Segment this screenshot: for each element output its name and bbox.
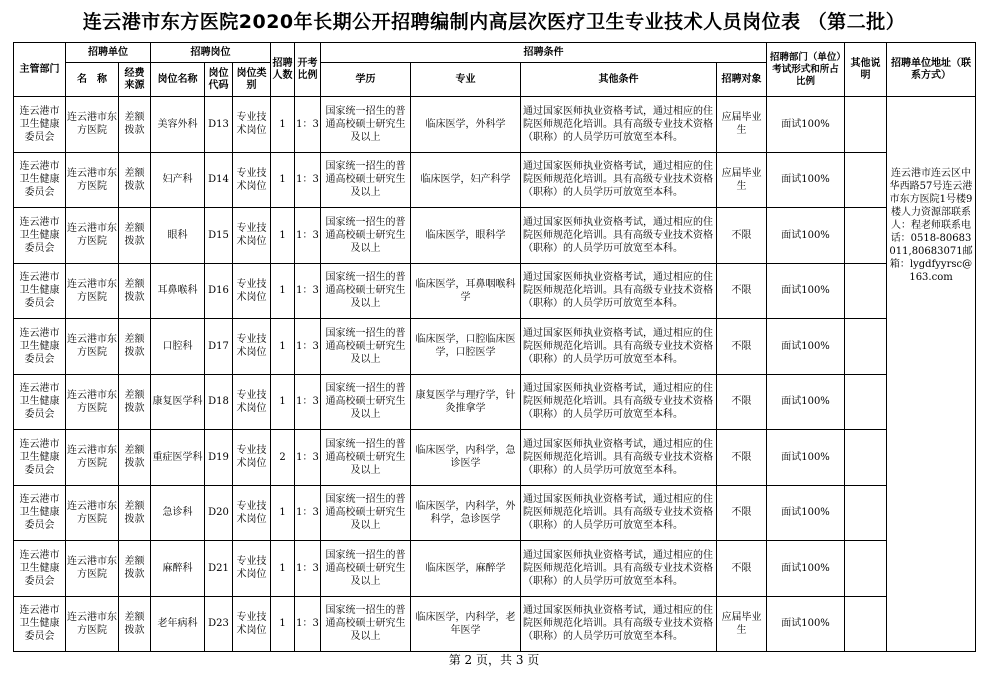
cell-contact: 连云港市连云区中华西路57号连云港市东方医院1号楼9楼人力资源部联系人：程老师联系电话：0518-80683011,80683071邮箱：lygdfyyrsc@163.com	[887, 97, 976, 652]
cell-post: 重症医学科	[151, 430, 205, 486]
cell-post: 口腔科	[151, 319, 205, 375]
cell-post: 美容外科	[151, 97, 205, 153]
cell-code: D15	[205, 208, 233, 264]
table-row	[14, 152, 976, 208]
cell-education: 国家统一招生的普通高校硕士研究生及以上	[321, 263, 411, 319]
cell-ratio: 1：3	[295, 97, 321, 153]
cell-count: 1	[271, 152, 295, 208]
cell-exam: 面试100%	[767, 596, 845, 652]
cell-unit: 连云港市东方医院	[66, 97, 119, 153]
cell-target: 应届毕业生	[717, 596, 767, 652]
cell-other: 通过国家医师执业资格考试，通过相应的住院医师规范化培训。具有高级专业技术资格（职称）的人员学历可放宽至本科。	[521, 485, 717, 541]
cell-type: 专业技术岗位	[233, 430, 271, 486]
header-education: 学历	[321, 63, 411, 97]
cell-exam: 面试100%	[767, 208, 845, 264]
cell-funding: 差额拨款	[119, 263, 151, 319]
cell-post: 妇产科	[151, 152, 205, 208]
header-other-cond: 其他条件	[521, 63, 717, 97]
cell-count: 1	[271, 263, 295, 319]
table-row	[14, 374, 976, 430]
table-row	[14, 208, 976, 264]
cell-funding: 差额拨款	[119, 374, 151, 430]
header-count: 招聘人数	[271, 43, 295, 97]
cell-funding: 差额拨款	[119, 430, 151, 486]
cell-code: D14	[205, 152, 233, 208]
cell-type: 专业技术岗位	[233, 97, 271, 153]
header-address: 招聘单位地址（联系方式）	[887, 43, 976, 97]
cell-major: 临床医学，内科学，急诊医学	[411, 430, 521, 486]
cell-unit: 连云港市东方医院	[66, 374, 119, 430]
cell-other: 通过国家医师执业资格考试，通过相应的住院医师规范化培训。具有高级专业技术资格（职称）的人员学历可放宽至本科。	[521, 152, 717, 208]
cell-code: D18	[205, 374, 233, 430]
header-post-type: 岗位类别	[233, 63, 271, 97]
header-post-code: 岗位代码	[205, 63, 233, 97]
cell-ratio: 1：3	[295, 152, 321, 208]
page-title: 连云港市东方医院2020年长期公开招聘编制内高层次医疗卫生专业技术人员岗位表 （第二批）	[82, 11, 906, 33]
cell-code: D16	[205, 263, 233, 319]
cell-education: 国家统一招生的普通高校硕士研究生及以上	[321, 97, 411, 153]
cell-post: 眼科	[151, 208, 205, 264]
cell-count: 1	[271, 208, 295, 264]
cell-dept: 连云港市卫生健康委员会	[14, 485, 66, 541]
cell-count: 1	[271, 596, 295, 652]
cell-exam: 面试100%	[767, 541, 845, 597]
cell-education: 国家统一招生的普通高校硕士研究生及以上	[321, 319, 411, 375]
cell-target: 不限	[717, 208, 767, 264]
cell-target: 应届毕业生	[717, 152, 767, 208]
header-dept: 主管部门	[14, 43, 66, 97]
cell-other: 通过国家医师执业资格考试，通过相应的住院医师规范化培训。具有高级专业技术资格（职称）的人员学历可放宽至本科。	[521, 208, 717, 264]
cell-target: 不限	[717, 485, 767, 541]
header-ratio: 开考比例	[295, 43, 321, 97]
cell-ratio: 1：3	[295, 319, 321, 375]
cell-major: 临床医学，眼科学	[411, 208, 521, 264]
cell-remarks	[845, 596, 887, 652]
cell-ratio: 1：3	[295, 541, 321, 597]
cell-ratio: 1：3	[295, 485, 321, 541]
cell-remarks	[845, 97, 887, 153]
cell-unit: 连云港市东方医院	[66, 596, 119, 652]
cell-code: D19	[205, 430, 233, 486]
cell-funding: 差额拨款	[119, 541, 151, 597]
cell-exam: 面试100%	[767, 263, 845, 319]
table-row	[14, 485, 976, 541]
cell-dept: 连云港市卫生健康委员会	[14, 374, 66, 430]
cell-target: 不限	[717, 319, 767, 375]
cell-type: 专业技术岗位	[233, 541, 271, 597]
cell-unit: 连云港市东方医院	[66, 319, 119, 375]
cell-other: 通过国家医师执业资格考试，通过相应的住院医师规范化培训。具有高级专业技术资格（职称）的人员学历可放宽至本科。	[521, 374, 717, 430]
cell-target: 不限	[717, 541, 767, 597]
header-post-group: 招聘岗位	[151, 43, 271, 63]
cell-remarks	[845, 374, 887, 430]
cell-code: D21	[205, 541, 233, 597]
cell-education: 国家统一招生的普通高校硕士研究生及以上	[321, 374, 411, 430]
cell-dept: 连云港市卫生健康委员会	[14, 430, 66, 486]
cell-count: 1	[271, 374, 295, 430]
cell-count: 2	[271, 430, 295, 486]
cell-major: 临床医学，耳鼻咽喉科学	[411, 263, 521, 319]
cell-ratio: 1：3	[295, 208, 321, 264]
cell-type: 专业技术岗位	[233, 374, 271, 430]
header-unit-group: 招聘单位	[66, 43, 151, 63]
cell-type: 专业技术岗位	[233, 263, 271, 319]
cell-major: 临床医学，外科学	[411, 97, 521, 153]
cell-remarks	[845, 430, 887, 486]
cell-post: 耳鼻喉科	[151, 263, 205, 319]
cell-remarks	[845, 319, 887, 375]
cell-other: 通过国家医师执业资格考试，通过相应的住院医师规范化培训。具有高级专业技术资格（职称）的人员学历可放宽至本科。	[521, 319, 717, 375]
cell-dept: 连云港市卫生健康委员会	[14, 97, 66, 153]
cell-dept: 连云港市卫生健康委员会	[14, 319, 66, 375]
cell-education: 国家统一招生的普通高校硕士研究生及以上	[321, 541, 411, 597]
header-target: 招聘对象	[717, 63, 767, 97]
table-row	[14, 596, 976, 652]
cell-remarks	[845, 152, 887, 208]
table-row	[14, 541, 976, 597]
cell-ratio: 1：3	[295, 596, 321, 652]
cell-exam: 面试100%	[767, 97, 845, 153]
cell-post: 麻醉科	[151, 541, 205, 597]
cell-funding: 差额拨款	[119, 596, 151, 652]
cell-funding: 差额拨款	[119, 97, 151, 153]
cell-exam: 面试100%	[767, 152, 845, 208]
cell-target: 应届毕业生	[717, 97, 767, 153]
cell-unit: 连云港市东方医院	[66, 430, 119, 486]
cell-code: D23	[205, 596, 233, 652]
cell-ratio: 1：3	[295, 430, 321, 486]
header-remarks: 其他说明	[845, 43, 887, 97]
cell-type: 专业技术岗位	[233, 208, 271, 264]
cell-count: 1	[271, 541, 295, 597]
header-cond-group: 招聘条件	[321, 43, 767, 63]
header-post-name: 岗位名称	[151, 63, 205, 97]
cell-exam: 面试100%	[767, 430, 845, 486]
cell-unit: 连云港市东方医院	[66, 485, 119, 541]
table-row	[14, 430, 976, 486]
header-funding: 经费来源	[119, 63, 151, 97]
cell-remarks	[845, 541, 887, 597]
cell-exam: 面试100%	[767, 319, 845, 375]
cell-unit: 连云港市东方医院	[66, 208, 119, 264]
cell-count: 1	[271, 97, 295, 153]
cell-education: 国家统一招生的普通高校硕士研究生及以上	[321, 485, 411, 541]
cell-education: 国家统一招生的普通高校硕士研究生及以上	[321, 208, 411, 264]
cell-funding: 差额拨款	[119, 485, 151, 541]
cell-dept: 连云港市卫生健康委员会	[14, 596, 66, 652]
cell-target: 不限	[717, 430, 767, 486]
cell-dept: 连云港市卫生健康委员会	[14, 152, 66, 208]
cell-major: 临床医学，麻醉学	[411, 541, 521, 597]
cell-remarks	[845, 485, 887, 541]
cell-ratio: 1：3	[295, 263, 321, 319]
page-footer: 第 2 页，共 3 页	[448, 653, 540, 667]
cell-count: 1	[271, 319, 295, 375]
cell-type: 专业技术岗位	[233, 596, 271, 652]
cell-ratio: 1：3	[295, 374, 321, 430]
cell-type: 专业技术岗位	[233, 152, 271, 208]
cell-dept: 连云港市卫生健康委员会	[14, 263, 66, 319]
cell-funding: 差额拨款	[119, 152, 151, 208]
cell-type: 专业技术岗位	[233, 319, 271, 375]
cell-other: 通过国家医师执业资格考试，通过相应的住院医师规范化培训。具有高级专业技术资格（职称）的人员学历可放宽至本科。	[521, 263, 717, 319]
cell-dept: 连云港市卫生健康委员会	[14, 541, 66, 597]
cell-code: D13	[205, 97, 233, 153]
table-row	[14, 319, 976, 375]
cell-education: 国家统一招生的普通高校硕士研究生及以上	[321, 430, 411, 486]
header-exam: 招聘部门（单位）考试形式和所占比例	[767, 43, 845, 97]
cell-post: 康复医学科	[151, 374, 205, 430]
cell-other: 通过国家医师执业资格考试，通过相应的住院医师规范化培训。具有高级专业技术资格（职称）的人员学历可放宽至本科。	[521, 97, 717, 153]
cell-post: 急诊科	[151, 485, 205, 541]
table-row	[14, 263, 976, 319]
cell-code: D20	[205, 485, 233, 541]
header-major: 专业	[411, 63, 521, 97]
cell-exam: 面试100%	[767, 485, 845, 541]
cell-major: 临床医学，妇产科学	[411, 152, 521, 208]
cell-other: 通过国家医师执业资格考试，通过相应的住院医师规范化培训。具有高级专业技术资格（职称）的人员学历可放宽至本科。	[521, 541, 717, 597]
cell-remarks	[845, 263, 887, 319]
cell-exam: 面试100%	[767, 374, 845, 430]
cell-major: 康复医学与理疗学，针灸推拿学	[411, 374, 521, 430]
cell-remarks	[845, 208, 887, 264]
cell-unit: 连云港市东方医院	[66, 152, 119, 208]
cell-major: 临床医学，内科学，老年医学	[411, 596, 521, 652]
cell-post: 老年病科	[151, 596, 205, 652]
cell-count: 1	[271, 485, 295, 541]
cell-other: 通过国家医师执业资格考试，通过相应的住院医师规范化培训。具有高级专业技术资格（职称）的人员学历可放宽至本科。	[521, 430, 717, 486]
cell-major: 临床医学，口腔临床医学，口腔医学	[411, 319, 521, 375]
cell-target: 不限	[717, 374, 767, 430]
cell-code: D17	[205, 319, 233, 375]
cell-unit: 连云港市东方医院	[66, 263, 119, 319]
header-unit-name: 名 称	[66, 63, 119, 97]
cell-funding: 差额拨款	[119, 319, 151, 375]
cell-major: 临床医学，内科学，外科学，急诊医学	[411, 485, 521, 541]
cell-education: 国家统一招生的普通高校硕士研究生及以上	[321, 596, 411, 652]
cell-dept: 连云港市卫生健康委员会	[14, 208, 66, 264]
cell-funding: 差额拨款	[119, 208, 151, 264]
cell-other: 通过国家医师执业资格考试，通过相应的住院医师规范化培训。具有高级专业技术资格（职称）的人员学历可放宽至本科。	[521, 596, 717, 652]
cell-target: 不限	[717, 263, 767, 319]
cell-education: 国家统一招生的普通高校硕士研究生及以上	[321, 152, 411, 208]
positions-table	[13, 42, 976, 652]
table-row	[14, 97, 976, 153]
cell-type: 专业技术岗位	[233, 485, 271, 541]
cell-unit: 连云港市东方医院	[66, 541, 119, 597]
